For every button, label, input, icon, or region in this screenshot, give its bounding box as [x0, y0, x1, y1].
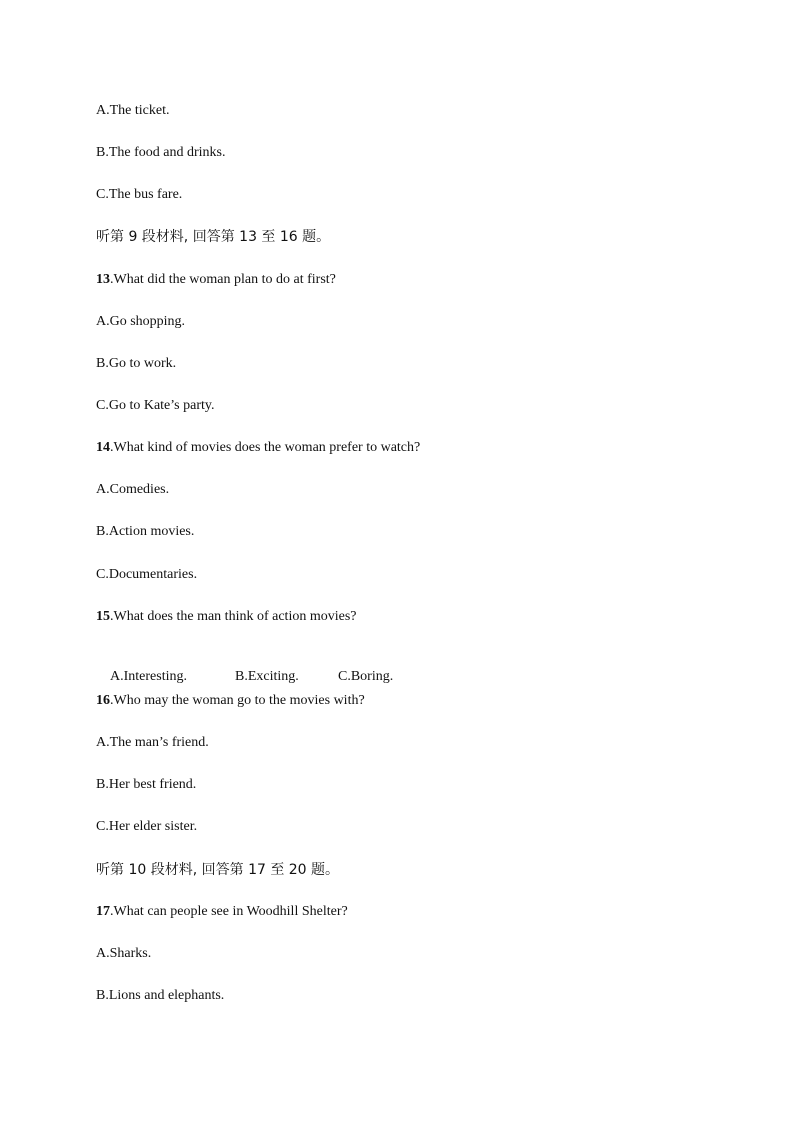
q13-option-c: C.Go to Kate’s party. [96, 398, 215, 413]
q14-option-a: A.Comedies. [96, 482, 170, 497]
section-10-instruction: 听第 10 段材料, 回答第 17 至 20 题。 [96, 862, 340, 878]
q14-option-b: B.Action movies. [96, 524, 195, 539]
question-15 [96, 608, 357, 626]
question-14 [96, 439, 420, 457]
question-17-text: .What can people see in Woodhill Shelter? [110, 904, 348, 919]
q12-option-b: B.The food and drinks. [96, 145, 226, 160]
section-9-instruction: 听第 9 段材料, 回答第 13 至 16 题。 [96, 229, 331, 245]
question-17-number: 17 [96, 904, 110, 919]
question-16 [96, 692, 365, 710]
question-14-number: 14 [96, 440, 110, 455]
q12-option-c: C.The bus fare. [96, 187, 183, 202]
q15-option-b: B.Exciting. [235, 669, 299, 684]
question-13-number: 13 [96, 272, 110, 287]
q15-option-c: C.Boring. [338, 669, 394, 684]
q16-option-b: B.Her best friend. [96, 777, 197, 792]
q16-option-c: C.Her elder sister. [96, 819, 198, 834]
question-17 [96, 903, 348, 921]
question-13 [96, 271, 336, 289]
question-14-text: .What kind of movies does the woman prefer to watch? [110, 440, 421, 455]
q14-option-c: C.Documentaries. [96, 567, 198, 582]
q15-option-a: A.Interesting. [110, 669, 187, 684]
q12-option-a: A.The ticket. [96, 103, 170, 118]
question-16-number: 16 [96, 693, 110, 708]
question-16-text: .Who may the woman go to the movies with? [110, 693, 365, 708]
question-15-text: .What does the man think of action movies? [110, 609, 357, 624]
question-15-number: 15 [96, 609, 110, 624]
q13-option-a: A.Go shopping. [96, 314, 186, 329]
q13-option-b: B.Go to work. [96, 356, 177, 371]
question-13-text: .What did the woman plan to do at first? [110, 272, 336, 287]
q17-option-a: A.Sharks. [96, 946, 152, 961]
q17-option-b: B.Lions and elephants. [96, 988, 225, 1003]
q16-option-a: A.The man’s friend. [96, 735, 209, 750]
